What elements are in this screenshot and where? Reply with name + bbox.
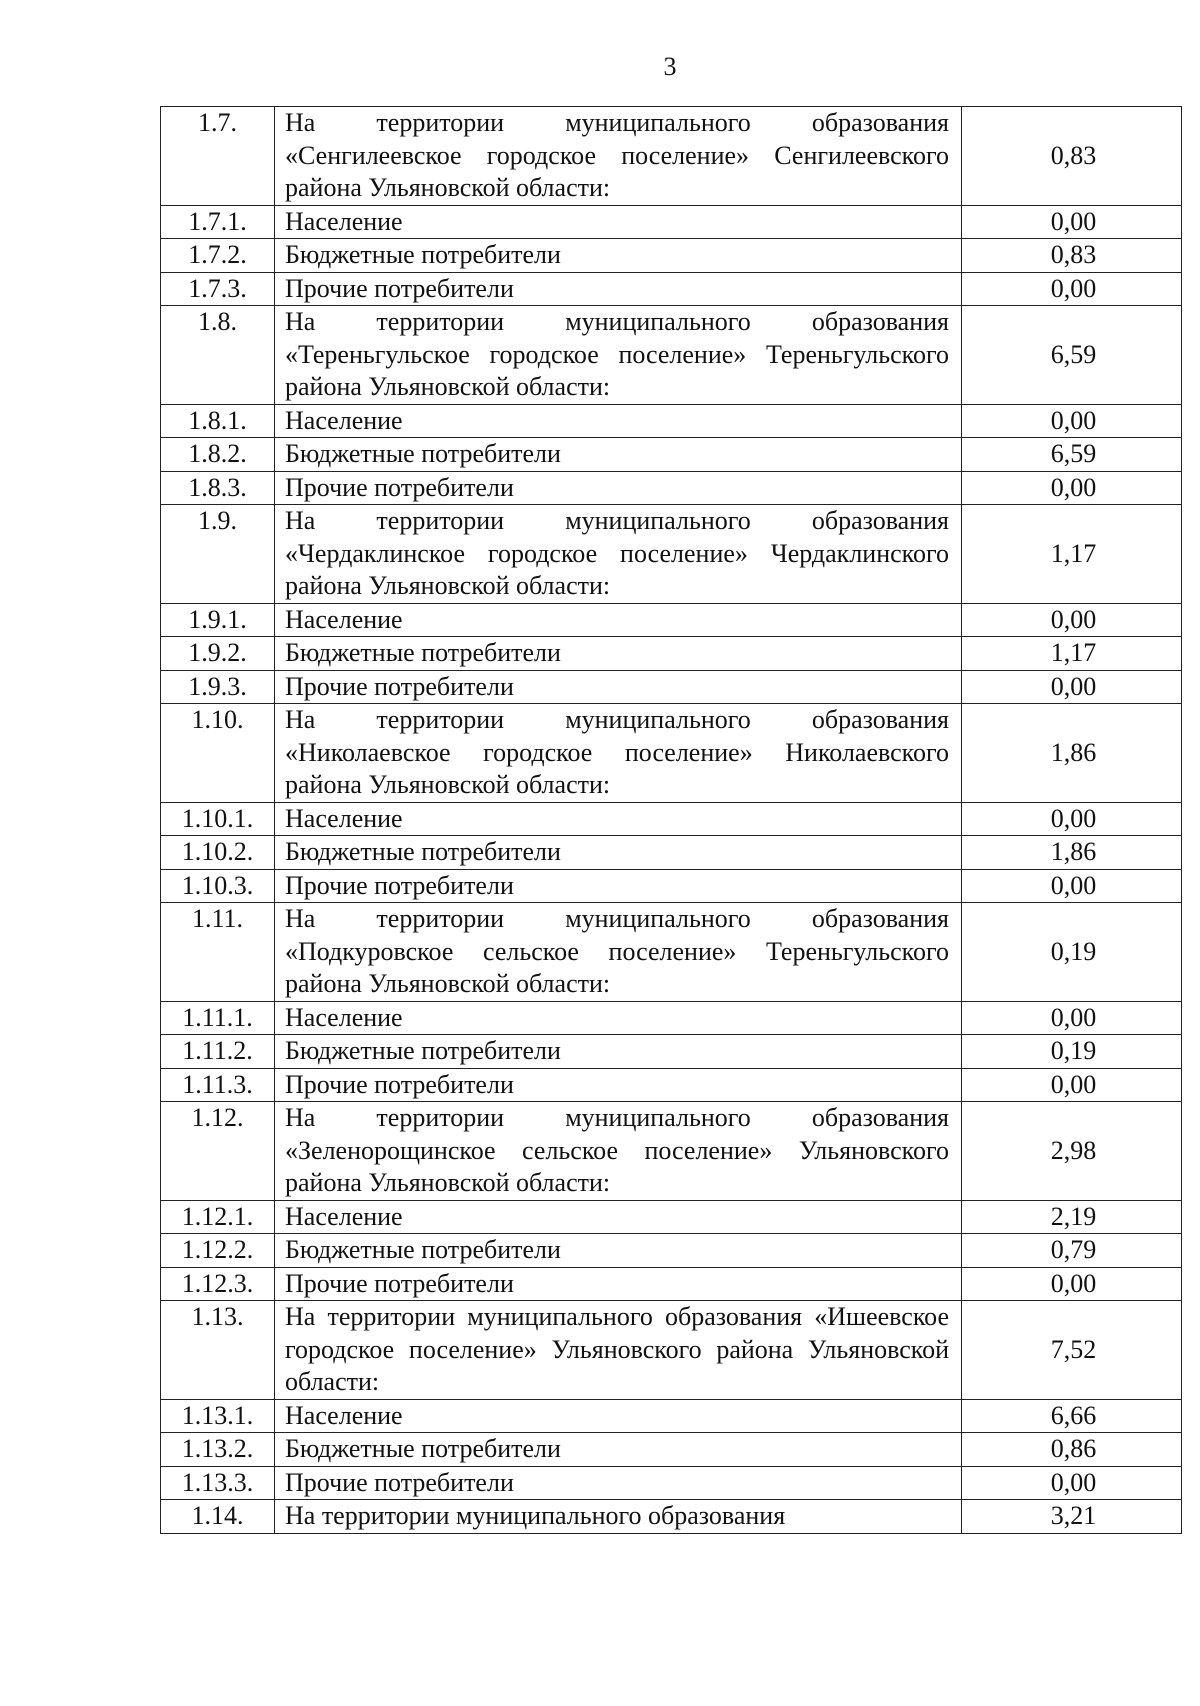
row-number-cell: 1.7.3. (161, 272, 275, 306)
row-value-cell: 0,79 (962, 1234, 1182, 1268)
row-value-cell: 0,83 (962, 239, 1182, 273)
row-value-cell: 1,17 (962, 637, 1182, 671)
table-group-row (161, 1102, 1182, 1201)
row-value-cell: 1,86 (962, 704, 1182, 803)
row-number-cell: 1.13.3. (161, 1466, 275, 1500)
row-value-cell: 0,00 (962, 1068, 1182, 1102)
row-description-cell: На территории муниципального образования «Чердаклинское городское поселение» Чердаклинского района Ульяновской области: (275, 505, 962, 604)
table-group-row (161, 306, 1182, 405)
table-row (161, 637, 1182, 671)
table-row (161, 272, 1182, 306)
tariff-table (160, 106, 1182, 1534)
row-value-cell: 0,00 (962, 1001, 1182, 1035)
row-number-cell: 1.9. (161, 505, 275, 604)
table-row (161, 404, 1182, 438)
table-row (161, 802, 1182, 836)
row-description-cell: Бюджетные потребители (275, 1035, 962, 1069)
row-number-cell: 1.11.1. (161, 1001, 275, 1035)
row-number-cell: 1.8. (161, 306, 275, 405)
row-number-cell: 1.11.2. (161, 1035, 275, 1069)
row-value-cell: 6,66 (962, 1399, 1182, 1433)
row-description-cell: Бюджетные потребители (275, 1234, 962, 1268)
row-description-cell: На территории муниципального образования «Тереньгульское городское поселение» Тереньгульского района Ульяновской области: (275, 306, 962, 405)
row-description-cell: На территории муниципального образования «Ишеевское городское поселение» Ульяновского района Ульяновской области: (275, 1301, 962, 1400)
table-row (161, 1466, 1182, 1500)
row-number-cell: 1.13. (161, 1301, 275, 1400)
row-value-cell: 0,00 (962, 1466, 1182, 1500)
table-row (161, 1433, 1182, 1467)
row-number-cell: 1.12.2. (161, 1234, 275, 1268)
row-number-cell: 1.13.1. (161, 1399, 275, 1433)
table-group-row (161, 704, 1182, 803)
row-number-cell: 1.11. (161, 903, 275, 1002)
row-value-cell: 6,59 (962, 438, 1182, 472)
table-row (161, 670, 1182, 704)
row-number-cell: 1.8.3. (161, 471, 275, 505)
row-number-cell: 1.7.2. (161, 239, 275, 273)
row-value-cell: 0,00 (962, 802, 1182, 836)
table-row (161, 1500, 1182, 1534)
row-value-cell: 0,19 (962, 1035, 1182, 1069)
row-description-cell: На территории муниципального образования «Подкуровское сельское поселение» Тереньгульского района Ульяновской области: (275, 903, 962, 1002)
row-number-cell: 1.12.3. (161, 1267, 275, 1301)
row-description-cell: Население (275, 1399, 962, 1433)
row-description-cell: Прочие потребители (275, 1466, 962, 1500)
row-value-cell: 0,00 (962, 603, 1182, 637)
row-description-cell: На территории муниципального образования (275, 1500, 962, 1534)
row-value-cell: 0,19 (962, 903, 1182, 1002)
row-description-cell: Прочие потребители (275, 1267, 962, 1301)
table-row (161, 1200, 1182, 1234)
table-row (161, 471, 1182, 505)
row-description-cell: На территории муниципального образования «Сенгилеевское городское поселение» Сенгилеевского района Ульяновской области: (275, 107, 962, 206)
table-row (161, 1399, 1182, 1433)
row-number-cell: 1.8.2. (161, 438, 275, 472)
row-number-cell: 1.13.2. (161, 1433, 275, 1467)
row-value-cell: 1,17 (962, 505, 1182, 604)
row-value-cell: 0,00 (962, 869, 1182, 903)
row-description-cell: Прочие потребители (275, 1068, 962, 1102)
table-row (161, 1068, 1182, 1102)
row-value-cell: 0,86 (962, 1433, 1182, 1467)
row-description-cell: Население (275, 205, 962, 239)
row-number-cell: 1.7.1. (161, 205, 275, 239)
row-value-cell: 6,59 (962, 306, 1182, 405)
row-number-cell: 1.8.1. (161, 404, 275, 438)
row-description-cell: Бюджетные потребители (275, 438, 962, 472)
row-description-cell: Прочие потребители (275, 670, 962, 704)
row-description-cell: Население (275, 802, 962, 836)
row-value-cell: 3,21 (962, 1500, 1182, 1534)
row-description-cell: На территории муниципального образования «Зеленорощинское сельское поселение» Ульяновского района Ульяновской области: (275, 1102, 962, 1201)
row-description-cell: Бюджетные потребители (275, 1433, 962, 1467)
row-number-cell: 1.10. (161, 704, 275, 803)
row-number-cell: 1.11.3. (161, 1068, 275, 1102)
row-description-cell: Население (275, 1200, 962, 1234)
row-number-cell: 1.9.2. (161, 637, 275, 671)
row-description-cell: Бюджетные потребители (275, 836, 962, 870)
row-description-cell: Прочие потребители (275, 869, 962, 903)
row-value-cell: 0,00 (962, 404, 1182, 438)
row-number-cell: 1.9.3. (161, 670, 275, 704)
row-number-cell: 1.10.3. (161, 869, 275, 903)
row-description-cell: Бюджетные потребители (275, 637, 962, 671)
table-row (161, 1234, 1182, 1268)
row-value-cell: 0,00 (962, 205, 1182, 239)
table-row (161, 438, 1182, 472)
row-description-cell: Население (275, 404, 962, 438)
table-row (161, 239, 1182, 273)
table-row (161, 869, 1182, 903)
table-group-row (161, 1301, 1182, 1400)
table-row (161, 1035, 1182, 1069)
row-value-cell: 0,00 (962, 1267, 1182, 1301)
row-value-cell: 0,00 (962, 670, 1182, 704)
row-number-cell: 1.7. (161, 107, 275, 206)
table-row (161, 205, 1182, 239)
row-value-cell: 1,86 (962, 836, 1182, 870)
row-value-cell: 7,52 (962, 1301, 1182, 1400)
table-group-row (161, 903, 1182, 1002)
row-number-cell: 1.10.2. (161, 836, 275, 870)
page-number: 3 (663, 52, 677, 81)
row-number-cell: 1.12.1. (161, 1200, 275, 1234)
row-description-cell: Население (275, 1001, 962, 1035)
row-description-cell: Прочие потребители (275, 471, 962, 505)
row-number-cell: 1.10.1. (161, 802, 275, 836)
row-description-cell: Население (275, 603, 962, 637)
row-value-cell: 2,19 (962, 1200, 1182, 1234)
table-group-row (161, 107, 1182, 206)
table-body (161, 107, 1182, 1534)
row-description-cell: Прочие потребители (275, 272, 962, 306)
row-value-cell: 0,00 (962, 272, 1182, 306)
table-row (161, 836, 1182, 870)
row-number-cell: 1.14. (161, 1500, 275, 1534)
table-row (161, 603, 1182, 637)
table-row (161, 1267, 1182, 1301)
row-value-cell: 0,83 (962, 107, 1182, 206)
row-description-cell: На территории муниципального образования «Николаевское городское поселение» Николаевского района Ульяновской области: (275, 704, 962, 803)
table-row (161, 1001, 1182, 1035)
row-number-cell: 1.9.1. (161, 603, 275, 637)
table-group-row (161, 505, 1182, 604)
row-description-cell: Бюджетные потребители (275, 239, 962, 273)
row-value-cell: 0,00 (962, 471, 1182, 505)
row-value-cell: 2,98 (962, 1102, 1182, 1201)
row-number-cell: 1.12. (161, 1102, 275, 1201)
